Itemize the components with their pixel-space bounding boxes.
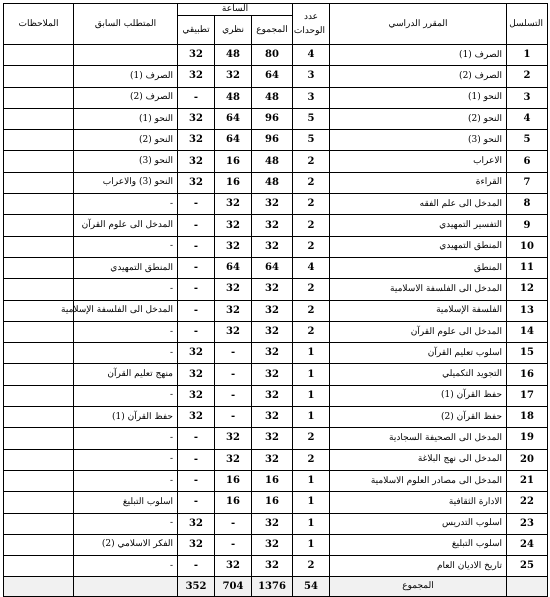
row-practical: 32: [178, 343, 215, 364]
row-course: حفظ القرآن (1): [330, 385, 507, 406]
row-theory: -: [215, 364, 252, 385]
row-practical: -: [178, 449, 215, 470]
row-units: 1: [293, 407, 330, 428]
row-theory: 64: [215, 108, 252, 129]
row-prereq: الصرف (2): [74, 87, 178, 108]
row-practical: -: [178, 236, 215, 257]
row-practical: -: [178, 300, 215, 321]
row-units: 3: [293, 66, 330, 87]
row-notes: [4, 534, 74, 555]
row-seq: 11: [507, 257, 548, 278]
row-theory: 32: [215, 321, 252, 342]
row-units: 2: [293, 321, 330, 342]
row-prereq: -: [74, 449, 178, 470]
row-prereq: المدخل الى علوم القرآن: [74, 215, 178, 236]
row-total: 48: [252, 151, 293, 172]
row-practical: -: [178, 257, 215, 278]
row-notes: [4, 151, 74, 172]
table-row: [4, 66, 548, 87]
row-total: 64: [252, 257, 293, 278]
row-practical: 32: [178, 364, 215, 385]
row-seq: 14: [507, 321, 548, 342]
row-seq: 18: [507, 407, 548, 428]
row-seq: 16: [507, 364, 548, 385]
row-seq: 13: [507, 300, 548, 321]
row-theory: 64: [215, 130, 252, 151]
table-row: [4, 470, 548, 491]
row-course: اسلوب التبليغ: [330, 534, 507, 555]
row-units: 2: [293, 279, 330, 300]
row-units: 5: [293, 130, 330, 151]
totals-notes: [4, 577, 74, 597]
row-total: 32: [252, 194, 293, 215]
row-practical: -: [178, 194, 215, 215]
row-theory: 64: [215, 257, 252, 278]
row-theory: 32: [215, 215, 252, 236]
row-units: 1: [293, 470, 330, 491]
row-prereq: -: [74, 470, 178, 491]
row-prereq: -: [74, 343, 178, 364]
table-row: [4, 236, 548, 257]
row-units: 3: [293, 87, 330, 108]
row-theory: 16: [215, 492, 252, 513]
row-notes: [4, 130, 74, 151]
row-total: 80: [252, 45, 293, 66]
row-practical: 32: [178, 130, 215, 151]
row-notes: [4, 407, 74, 428]
header-units: عدد الوحدات: [293, 4, 330, 45]
table-row: [4, 428, 548, 449]
row-practical: 32: [178, 172, 215, 193]
row-theory: 48: [215, 45, 252, 66]
row-notes: [4, 279, 74, 300]
row-units: 2: [293, 194, 330, 215]
row-theory: 32: [215, 194, 252, 215]
row-seq: 4: [507, 108, 548, 129]
totals-row: [4, 577, 548, 597]
row-units: 1: [293, 534, 330, 555]
curriculum-table: [3, 3, 548, 597]
row-theory: -: [215, 343, 252, 364]
row-seq: 5: [507, 130, 548, 151]
row-prereq: المدخل الى الفلسفة الإسلامية: [74, 300, 178, 321]
row-prereq: النحو (3) والاعراب: [74, 172, 178, 193]
row-seq: 23: [507, 513, 548, 534]
row-course: النحو (1): [330, 87, 507, 108]
row-theory: 16: [215, 151, 252, 172]
row-practical: 32: [178, 66, 215, 87]
table-row: [4, 215, 548, 236]
row-prereq: -: [74, 556, 178, 577]
row-theory: 16: [215, 470, 252, 491]
table-row: [4, 321, 548, 342]
row-theory: -: [215, 534, 252, 555]
row-seq: 9: [507, 215, 548, 236]
row-seq: 1: [507, 45, 548, 66]
table-row: [4, 364, 548, 385]
row-total: 32: [252, 513, 293, 534]
row-course: المدخل الى الفلسفة الاسلامية: [330, 279, 507, 300]
row-seq: 7: [507, 172, 548, 193]
row-course: النحو (3): [330, 130, 507, 151]
table-row: [4, 492, 548, 513]
row-notes: [4, 513, 74, 534]
row-course: المدخل الى علم الفقه: [330, 194, 507, 215]
row-theory: 32: [215, 300, 252, 321]
row-units: 2: [293, 172, 330, 193]
row-practical: -: [178, 470, 215, 491]
row-course: حفظ القرآن (2): [330, 407, 507, 428]
row-notes: [4, 194, 74, 215]
row-prereq: المنطق التمهيدي: [74, 257, 178, 278]
row-total: 32: [252, 364, 293, 385]
row-prereq: الفكر الاسلامي (2): [74, 534, 178, 555]
row-practical: 32: [178, 534, 215, 555]
row-notes: [4, 108, 74, 129]
row-notes: [4, 343, 74, 364]
row-theory: 32: [215, 556, 252, 577]
row-course: النحو (2): [330, 108, 507, 129]
table-row: [4, 87, 548, 108]
row-notes: [4, 172, 74, 193]
row-prereq: النحو (2): [74, 130, 178, 151]
row-total: 32: [252, 236, 293, 257]
row-course: تاريخ الاديان العام: [330, 556, 507, 577]
row-theory: 32: [215, 236, 252, 257]
row-practical: -: [178, 428, 215, 449]
row-course: اسلوب تعليم القرآن: [330, 343, 507, 364]
row-total: 32: [252, 385, 293, 406]
row-course: المدخل الى الصحيفة السجادية: [330, 428, 507, 449]
row-theory: 16: [215, 172, 252, 193]
table-row: [4, 130, 548, 151]
row-total: 32: [252, 534, 293, 555]
row-total: 32: [252, 321, 293, 342]
row-course: الاعراب: [330, 151, 507, 172]
row-practical: 32: [178, 407, 215, 428]
row-course: اسلوب التدريس: [330, 513, 507, 534]
row-seq: 24: [507, 534, 548, 555]
header-hours: الساعة: [178, 4, 293, 16]
row-total: 32: [252, 343, 293, 364]
row-seq: 21: [507, 470, 548, 491]
row-theory: 32: [215, 66, 252, 87]
row-seq: 25: [507, 556, 548, 577]
row-units: 2: [293, 556, 330, 577]
table-row: [4, 279, 548, 300]
row-units: 2: [293, 300, 330, 321]
table-row: [4, 343, 548, 364]
row-course: المنطق التمهيدي: [330, 236, 507, 257]
row-notes: [4, 257, 74, 278]
header-course: المقرر الدراسي: [330, 4, 507, 45]
table-row: [4, 556, 548, 577]
row-seq: 6: [507, 151, 548, 172]
row-units: 4: [293, 45, 330, 66]
row-theory: 48: [215, 87, 252, 108]
row-seq: 3: [507, 87, 548, 108]
row-course: المدخل الى نهج البلاغة: [330, 449, 507, 470]
row-units: 1: [293, 492, 330, 513]
row-practical: -: [178, 279, 215, 300]
row-seq: 8: [507, 194, 548, 215]
row-notes: [4, 321, 74, 342]
row-practical: -: [178, 492, 215, 513]
totals-prereq: [74, 577, 178, 597]
row-prereq: [74, 45, 178, 66]
row-seq: 17: [507, 385, 548, 406]
row-course: المدخل الى علوم القرآن: [330, 321, 507, 342]
row-practical: -: [178, 321, 215, 342]
row-theory: -: [215, 385, 252, 406]
row-prereq: النحو (3): [74, 151, 178, 172]
row-seq: 22: [507, 492, 548, 513]
totals-total: 1376: [252, 577, 293, 597]
row-theory: -: [215, 513, 252, 534]
row-practical: 32: [178, 45, 215, 66]
row-total: 48: [252, 172, 293, 193]
row-units: 2: [293, 215, 330, 236]
totals-theory: 704: [215, 577, 252, 597]
row-total: 32: [252, 215, 293, 236]
row-notes: [4, 428, 74, 449]
row-total: 48: [252, 87, 293, 108]
row-notes: [4, 449, 74, 470]
table-body: [4, 45, 548, 577]
row-practical: -: [178, 215, 215, 236]
row-total: 32: [252, 407, 293, 428]
totals-units: 54: [293, 577, 330, 597]
header-notes: الملاحظات: [4, 4, 74, 45]
row-theory: -: [215, 407, 252, 428]
header-total: المجموع: [252, 16, 293, 45]
row-units: 1: [293, 385, 330, 406]
row-practical: 32: [178, 151, 215, 172]
row-practical: 32: [178, 108, 215, 129]
row-course: الصرف (1): [330, 45, 507, 66]
row-total: 16: [252, 470, 293, 491]
row-units: 2: [293, 151, 330, 172]
table-row: [4, 385, 548, 406]
row-practical: 32: [178, 385, 215, 406]
row-course: الصرف (2): [330, 66, 507, 87]
table-row: [4, 108, 548, 129]
row-course: الفلسفة الإسلامية: [330, 300, 507, 321]
row-prereq: -: [74, 236, 178, 257]
row-prereq: منهج تعليم القرآن: [74, 364, 178, 385]
table-row: [4, 513, 548, 534]
row-prereq: النحو (1): [74, 108, 178, 129]
header-seq: التسلسل: [507, 4, 548, 45]
row-course: الادارة الثقافية: [330, 492, 507, 513]
row-practical: -: [178, 87, 215, 108]
row-notes: [4, 556, 74, 577]
row-practical: 32: [178, 513, 215, 534]
row-total: 32: [252, 449, 293, 470]
row-notes: [4, 87, 74, 108]
row-units: 1: [293, 343, 330, 364]
row-course: القراءة: [330, 172, 507, 193]
row-units: 5: [293, 108, 330, 129]
row-prereq: -: [74, 279, 178, 300]
row-notes: [4, 45, 74, 66]
row-practical: -: [178, 556, 215, 577]
row-prereq: حفظ القرآن (1): [74, 407, 178, 428]
row-prereq: -: [74, 321, 178, 342]
row-prereq: الصرف (1): [74, 66, 178, 87]
row-notes: [4, 215, 74, 236]
row-units: 2: [293, 449, 330, 470]
row-prereq: -: [74, 385, 178, 406]
table-row: [4, 45, 548, 66]
row-total: 32: [252, 556, 293, 577]
table-row: [4, 300, 548, 321]
row-total: 32: [252, 428, 293, 449]
totals-practical: 352: [178, 577, 215, 597]
table-row: [4, 449, 548, 470]
row-theory: 32: [215, 428, 252, 449]
row-total: 96: [252, 108, 293, 129]
table-row: [4, 151, 548, 172]
row-seq: 12: [507, 279, 548, 300]
row-seq: 2: [507, 66, 548, 87]
row-total: 16: [252, 492, 293, 513]
row-course: المنطق: [330, 257, 507, 278]
row-units: 1: [293, 364, 330, 385]
row-seq: 10: [507, 236, 548, 257]
row-units: 4: [293, 257, 330, 278]
row-units: 1: [293, 513, 330, 534]
row-course: التفسير التمهيدي: [330, 215, 507, 236]
header-theory: نظري: [215, 16, 252, 45]
row-notes: [4, 385, 74, 406]
row-notes: [4, 470, 74, 491]
totals-seq: [507, 577, 548, 597]
row-total: 96: [252, 130, 293, 151]
row-course: المدخل الى مصادر العلوم الاسلامية: [330, 470, 507, 491]
row-units: 2: [293, 428, 330, 449]
row-total: 32: [252, 300, 293, 321]
table-row: [4, 534, 548, 555]
row-course: التجويد التكميلي: [330, 364, 507, 385]
header-practical: تطبيقي: [178, 16, 215, 45]
row-total: 32: [252, 279, 293, 300]
row-seq: 20: [507, 449, 548, 470]
row-prereq: -: [74, 513, 178, 534]
header-prereq: المتطلب السابق: [74, 4, 178, 45]
table-row: [4, 194, 548, 215]
row-prereq: -: [74, 194, 178, 215]
row-prereq: -: [74, 428, 178, 449]
table-row: [4, 172, 548, 193]
row-notes: [4, 492, 74, 513]
row-notes: [4, 66, 74, 87]
row-theory: 32: [215, 279, 252, 300]
row-seq: 15: [507, 343, 548, 364]
table-row: [4, 257, 548, 278]
row-total: 64: [252, 66, 293, 87]
row-units: 2: [293, 236, 330, 257]
row-prereq: اسلوب التبليغ: [74, 492, 178, 513]
row-notes: [4, 236, 74, 257]
totals-label: المجموع: [330, 577, 507, 597]
row-seq: 19: [507, 428, 548, 449]
row-theory: 32: [215, 449, 252, 470]
row-notes: [4, 364, 74, 385]
table-row: [4, 407, 548, 428]
